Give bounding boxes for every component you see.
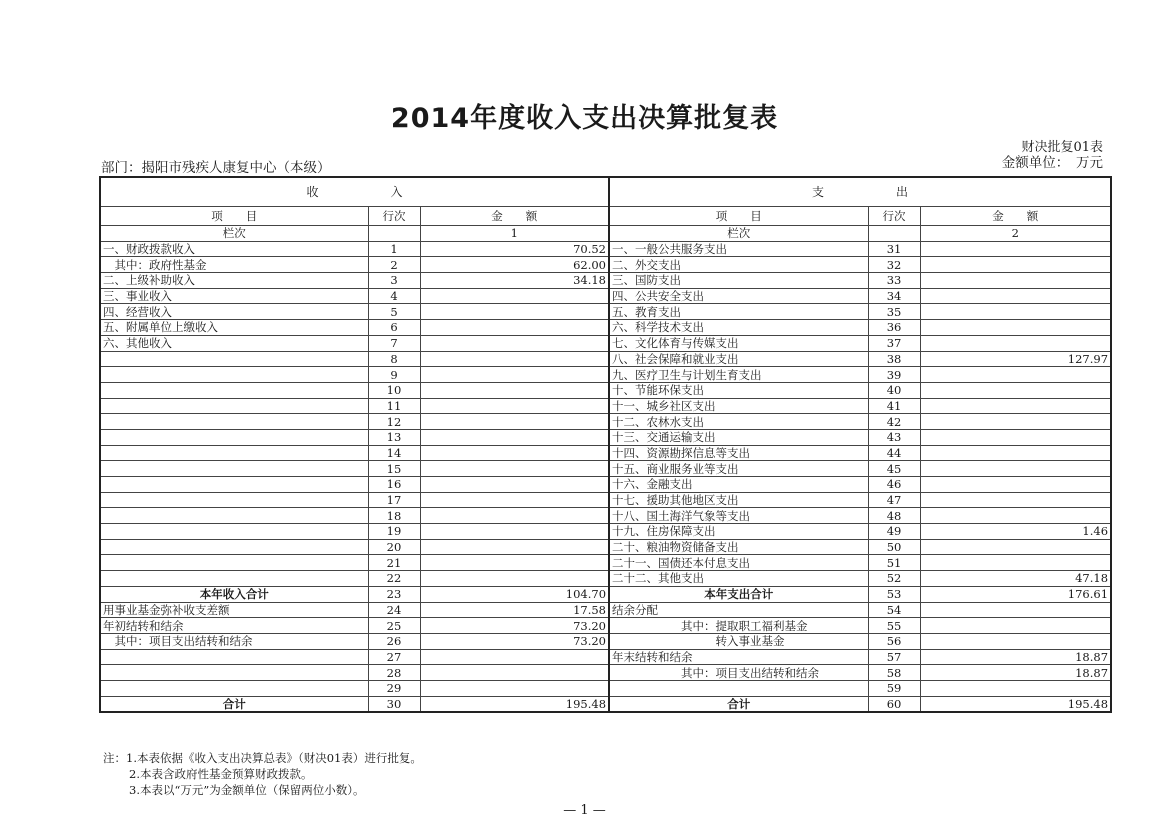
expense-line-cell: 44 xyxy=(868,445,920,461)
income-item-cell: 四、经营收入 xyxy=(100,304,368,320)
income-item-cell: 五、附属单位上缴收入 xyxy=(100,320,368,336)
expense-item-cell: 十七、援助其他地区支出 xyxy=(609,492,868,508)
expense-line-cell: 42 xyxy=(868,414,920,430)
table-row xyxy=(100,539,1111,555)
income-line-cell: 15 xyxy=(368,461,420,477)
income-line-cell: 23 xyxy=(368,586,420,602)
table-row xyxy=(100,508,1111,524)
income-column-number: 1 xyxy=(420,226,609,242)
expense-amount-cell xyxy=(920,555,1111,571)
expense-item-cell: 九、医疗卫生与计划生育支出 xyxy=(609,367,868,383)
table-row xyxy=(100,492,1111,508)
table-row xyxy=(100,571,1111,587)
budget-table xyxy=(99,176,1112,713)
expense-line-cell: 48 xyxy=(868,508,920,524)
income-amount-cell xyxy=(420,508,609,524)
expense-amount-cell xyxy=(920,335,1111,351)
expense-item-cell: 十五、商业服务业等支出 xyxy=(609,461,868,477)
income-line-cell: 7 xyxy=(368,335,420,351)
table-row xyxy=(100,241,1111,257)
expense-item-cell: 年末结转和结余 xyxy=(609,649,868,665)
income-item-cell xyxy=(100,445,368,461)
expense-item-cell: 十三、交通运输支出 xyxy=(609,429,868,445)
income-item-cell xyxy=(100,414,368,430)
income-line-cell: 24 xyxy=(368,602,420,618)
table-row xyxy=(100,414,1111,430)
table-row xyxy=(100,257,1111,273)
expense-amount-header: 金 额 xyxy=(920,207,1111,226)
expense-column-number: 2 xyxy=(920,226,1111,242)
expense-item-header: 项 目 xyxy=(609,207,868,226)
expense-item-cell: 本年支出合计 xyxy=(609,586,868,602)
income-line-cell: 6 xyxy=(368,320,420,336)
expense-amount-cell xyxy=(920,492,1111,508)
expense-line-cell: 36 xyxy=(868,320,920,336)
expense-item-cell: 二、外交支出 xyxy=(609,257,868,273)
expense-amount-cell xyxy=(920,633,1111,649)
expense-section-header: 支 出 xyxy=(609,177,1111,207)
expense-line-cell: 58 xyxy=(868,665,920,681)
expense-line-cell: 53 xyxy=(868,586,920,602)
income-line-cell: 5 xyxy=(368,304,420,320)
income-line-cell: 20 xyxy=(368,539,420,555)
income-line-cell: 4 xyxy=(368,288,420,304)
income-line-cell: 17 xyxy=(368,492,420,508)
income-line-cell: 13 xyxy=(368,429,420,445)
income-line-cell: 30 xyxy=(368,696,420,712)
income-line-cell: 21 xyxy=(368,555,420,571)
expense-item-cell: 五、教育支出 xyxy=(609,304,868,320)
table-row xyxy=(100,445,1111,461)
note-2: 2.本表含政府性基金预算财政拨款。 xyxy=(129,767,313,781)
expense-amount-cell xyxy=(920,429,1111,445)
table-row xyxy=(100,477,1111,493)
income-section-header: 收 入 xyxy=(100,177,609,207)
table-row xyxy=(100,665,1111,681)
expense-amount-cell xyxy=(920,539,1111,555)
table-row xyxy=(100,680,1111,696)
page-title: 2014年度收入支出决算批复表 xyxy=(390,103,779,134)
expense-amount-cell xyxy=(920,680,1111,696)
income-item-header: 项 目 xyxy=(100,207,368,226)
income-line-cell: 22 xyxy=(368,571,420,587)
income-item-cell xyxy=(100,351,368,367)
table-row xyxy=(100,429,1111,445)
income-item-cell: 年初结转和结余 xyxy=(100,618,368,634)
expense-amount-cell: 1.46 xyxy=(920,524,1111,540)
income-line-cell: 12 xyxy=(368,414,420,430)
income-item-cell xyxy=(100,492,368,508)
income-amount-cell xyxy=(420,367,609,383)
income-amount-cell xyxy=(420,680,609,696)
expense-item-cell: 十九、住房保障支出 xyxy=(609,524,868,540)
expense-line-cell: 40 xyxy=(868,382,920,398)
table-row xyxy=(100,555,1111,571)
expense-amount-cell xyxy=(920,304,1111,320)
income-line-cell: 2 xyxy=(368,257,420,273)
expense-amount-cell xyxy=(920,288,1111,304)
expense-item-cell: 十二、农林水支出 xyxy=(609,414,868,430)
expense-amount-cell xyxy=(920,241,1111,257)
expense-amount-cell xyxy=(920,477,1111,493)
expense-line-cell: 54 xyxy=(868,602,920,618)
income-line-cell: 1 xyxy=(368,241,420,257)
expense-item-cell: 八、社会保障和就业支出 xyxy=(609,351,868,367)
income-line-cell: 27 xyxy=(368,649,420,665)
income-item-cell xyxy=(100,649,368,665)
expense-amount-cell: 18.87 xyxy=(920,665,1111,681)
expense-amount-cell: 195.48 xyxy=(920,696,1111,712)
page-number: — 1 — xyxy=(563,803,606,818)
expense-item-cell: 合计 xyxy=(609,696,868,712)
income-item-cell xyxy=(100,508,368,524)
income-line-cell: 29 xyxy=(368,680,420,696)
income-amount-cell xyxy=(420,445,609,461)
income-line-cell: 10 xyxy=(368,382,420,398)
income-line-cell: 3 xyxy=(368,273,420,289)
income-line-cell: 16 xyxy=(368,477,420,493)
income-item-cell: 三、事业收入 xyxy=(100,288,368,304)
income-amount-cell xyxy=(420,571,609,587)
expense-item-cell: 六、科学技术支出 xyxy=(609,320,868,336)
income-amount-cell: 73.20 xyxy=(420,618,609,634)
income-amount-cell: 104.70 xyxy=(420,586,609,602)
expense-item-cell: 十一、城乡社区支出 xyxy=(609,398,868,414)
expense-line-cell: 39 xyxy=(868,367,920,383)
income-amount-cell xyxy=(420,477,609,493)
expense-line-cell: 50 xyxy=(868,539,920,555)
expense-amount-cell: 18.87 xyxy=(920,649,1111,665)
expense-line-cell: 35 xyxy=(868,304,920,320)
expense-lanci-label: 栏次 xyxy=(609,226,868,242)
income-line-cell: 11 xyxy=(368,398,420,414)
expense-line-cell: 32 xyxy=(868,257,920,273)
expense-amount-cell xyxy=(920,508,1111,524)
income-amount-cell xyxy=(420,492,609,508)
income-amount-cell: 62.00 xyxy=(420,257,609,273)
expense-line-cell: 45 xyxy=(868,461,920,477)
table-row xyxy=(100,335,1111,351)
income-item-cell xyxy=(100,398,368,414)
income-line-header: 行次 xyxy=(368,207,420,226)
expense-item-cell: 三、国防支出 xyxy=(609,273,868,289)
table-row xyxy=(100,524,1111,540)
expense-item-cell: 一、一般公共服务支出 xyxy=(609,241,868,257)
income-line-cell: 26 xyxy=(368,633,420,649)
income-amount-cell xyxy=(420,665,609,681)
expense-amount-cell xyxy=(920,602,1111,618)
income-amount-cell xyxy=(420,429,609,445)
income-item-cell xyxy=(100,555,368,571)
expense-line-cell: 51 xyxy=(868,555,920,571)
table-row xyxy=(100,633,1111,649)
income-amount-cell xyxy=(420,414,609,430)
expense-amount-cell xyxy=(920,618,1111,634)
expense-item-cell: 二十、粮油物资储备支出 xyxy=(609,539,868,555)
expense-amount-cell xyxy=(920,273,1111,289)
table-row xyxy=(100,273,1111,289)
expense-line-cell: 49 xyxy=(868,524,920,540)
table-row xyxy=(100,696,1111,712)
expense-line-cell: 38 xyxy=(868,351,920,367)
income-amount-cell xyxy=(420,320,609,336)
note-1: 注：1.本表依据《收入支出决算总表》（财决01表）进行批复。 xyxy=(103,751,422,765)
expense-amount-cell xyxy=(920,320,1111,336)
table-row xyxy=(100,461,1111,477)
expense-amount-cell xyxy=(920,414,1111,430)
table-row xyxy=(100,351,1111,367)
income-amount-cell xyxy=(420,461,609,477)
income-amount-cell xyxy=(420,539,609,555)
income-item-cell: 六、其他收入 xyxy=(100,335,368,351)
expense-amount-cell: 47.18 xyxy=(920,571,1111,587)
income-amount-cell: 70.52 xyxy=(420,241,609,257)
income-amount-cell xyxy=(420,382,609,398)
income-item-cell: 二、上级补助收入 xyxy=(100,273,368,289)
expense-amount-cell xyxy=(920,367,1111,383)
note-3: 3.本表以“万元”为金额单位（保留两位小数）。 xyxy=(129,783,365,797)
expense-line-cell: 46 xyxy=(868,477,920,493)
income-line-cell: 14 xyxy=(368,445,420,461)
expense-line-cell: 57 xyxy=(868,649,920,665)
expense-line-cell: 43 xyxy=(868,429,920,445)
income-item-cell xyxy=(100,429,368,445)
expense-line-cell: 59 xyxy=(868,680,920,696)
income-item-cell: 其中：政府性基金 xyxy=(100,257,368,273)
expense-item-cell: 其中：提取职工福利基金 xyxy=(609,618,868,634)
expense-item-cell: 二十二、其他支出 xyxy=(609,571,868,587)
department-label: 部门：揭阳市残疾人康复中心（本级） xyxy=(101,160,331,176)
income-item-cell xyxy=(100,477,368,493)
expense-line-cell: 31 xyxy=(868,241,920,257)
income-amount-cell: 34.18 xyxy=(420,273,609,289)
expense-line-cell: 56 xyxy=(868,633,920,649)
expense-item-cell: 十八、国土海洋气象等支出 xyxy=(609,508,868,524)
expense-item-cell: 十四、资源勘探信息等支出 xyxy=(609,445,868,461)
income-item-cell: 本年收入合计 xyxy=(100,586,368,602)
income-amount-cell: 195.48 xyxy=(420,696,609,712)
expense-line-cell: 34 xyxy=(868,288,920,304)
income-line-cell: 28 xyxy=(368,665,420,681)
expense-item-cell: 十、节能环保支出 xyxy=(609,382,868,398)
expense-line-cell: 55 xyxy=(868,618,920,634)
income-lanci-label: 栏次 xyxy=(100,226,368,242)
income-item-cell xyxy=(100,367,368,383)
amount-unit-label: 金额单位： 万元 xyxy=(1001,155,1103,171)
form-code: 财决批复01表 xyxy=(1021,140,1103,155)
expense-amount-cell xyxy=(920,398,1111,414)
income-line-cell: 19 xyxy=(368,524,420,540)
income-item-cell: 合计 xyxy=(100,696,368,712)
expense-item-cell: 七、文化体育与传媒支出 xyxy=(609,335,868,351)
expense-line-header: 行次 xyxy=(868,207,920,226)
income-item-cell xyxy=(100,665,368,681)
income-item-cell xyxy=(100,524,368,540)
expense-line-cell: 47 xyxy=(868,492,920,508)
income-item-cell xyxy=(100,680,368,696)
table-row xyxy=(100,288,1111,304)
income-item-cell xyxy=(100,382,368,398)
expense-amount-cell xyxy=(920,382,1111,398)
income-line-cell: 25 xyxy=(368,618,420,634)
expense-line-cell: 52 xyxy=(868,571,920,587)
notes xyxy=(103,750,422,798)
income-amount-header: 金 额 xyxy=(420,207,609,226)
expense-item-cell: 二十一、国债还本付息支出 xyxy=(609,555,868,571)
income-item-cell: 用事业基金弥补收支差额 xyxy=(100,602,368,618)
income-line-cell: 18 xyxy=(368,508,420,524)
table-row xyxy=(100,649,1111,665)
table-row xyxy=(100,602,1111,618)
income-line-cell: 8 xyxy=(368,351,420,367)
expense-line-cell: 41 xyxy=(868,398,920,414)
income-item-cell: 其中：项目支出结转和结余 xyxy=(100,633,368,649)
income-amount-cell xyxy=(420,398,609,414)
expense-amount-cell: 127.97 xyxy=(920,351,1111,367)
table-row xyxy=(100,367,1111,383)
income-amount-cell xyxy=(420,335,609,351)
income-amount-cell xyxy=(420,304,609,320)
income-item-cell xyxy=(100,571,368,587)
expense-item-cell: 四、公共安全支出 xyxy=(609,288,868,304)
income-amount-cell xyxy=(420,351,609,367)
income-line-cell: 9 xyxy=(368,367,420,383)
expense-amount-cell: 176.61 xyxy=(920,586,1111,602)
expense-amount-cell xyxy=(920,257,1111,273)
expense-line-cell: 37 xyxy=(868,335,920,351)
expense-line-cell: 60 xyxy=(868,696,920,712)
table-row xyxy=(100,586,1111,602)
expense-item-cell: 其中：项目支出结转和结余 xyxy=(609,665,868,681)
income-amount-cell: 73.20 xyxy=(420,633,609,649)
income-item-cell xyxy=(100,461,368,477)
table-row xyxy=(100,304,1111,320)
expense-item-cell: 结余分配 xyxy=(609,602,868,618)
table-row xyxy=(100,618,1111,634)
income-amount-cell xyxy=(420,288,609,304)
expense-item-cell xyxy=(609,680,868,696)
table-row xyxy=(100,398,1111,414)
expense-amount-cell xyxy=(920,445,1111,461)
table-row xyxy=(100,320,1111,336)
table-row xyxy=(100,382,1111,398)
expense-line-cell: 33 xyxy=(868,273,920,289)
expense-amount-cell xyxy=(920,461,1111,477)
income-amount-cell xyxy=(420,524,609,540)
income-item-cell xyxy=(100,539,368,555)
income-amount-cell xyxy=(420,555,609,571)
income-item-cell: 一、财政拨款收入 xyxy=(100,241,368,257)
income-amount-cell: 17.58 xyxy=(420,602,609,618)
income-amount-cell xyxy=(420,649,609,665)
expense-item-cell: 十六、金融支出 xyxy=(609,477,868,493)
expense-item-cell: 转入事业基金 xyxy=(609,633,868,649)
